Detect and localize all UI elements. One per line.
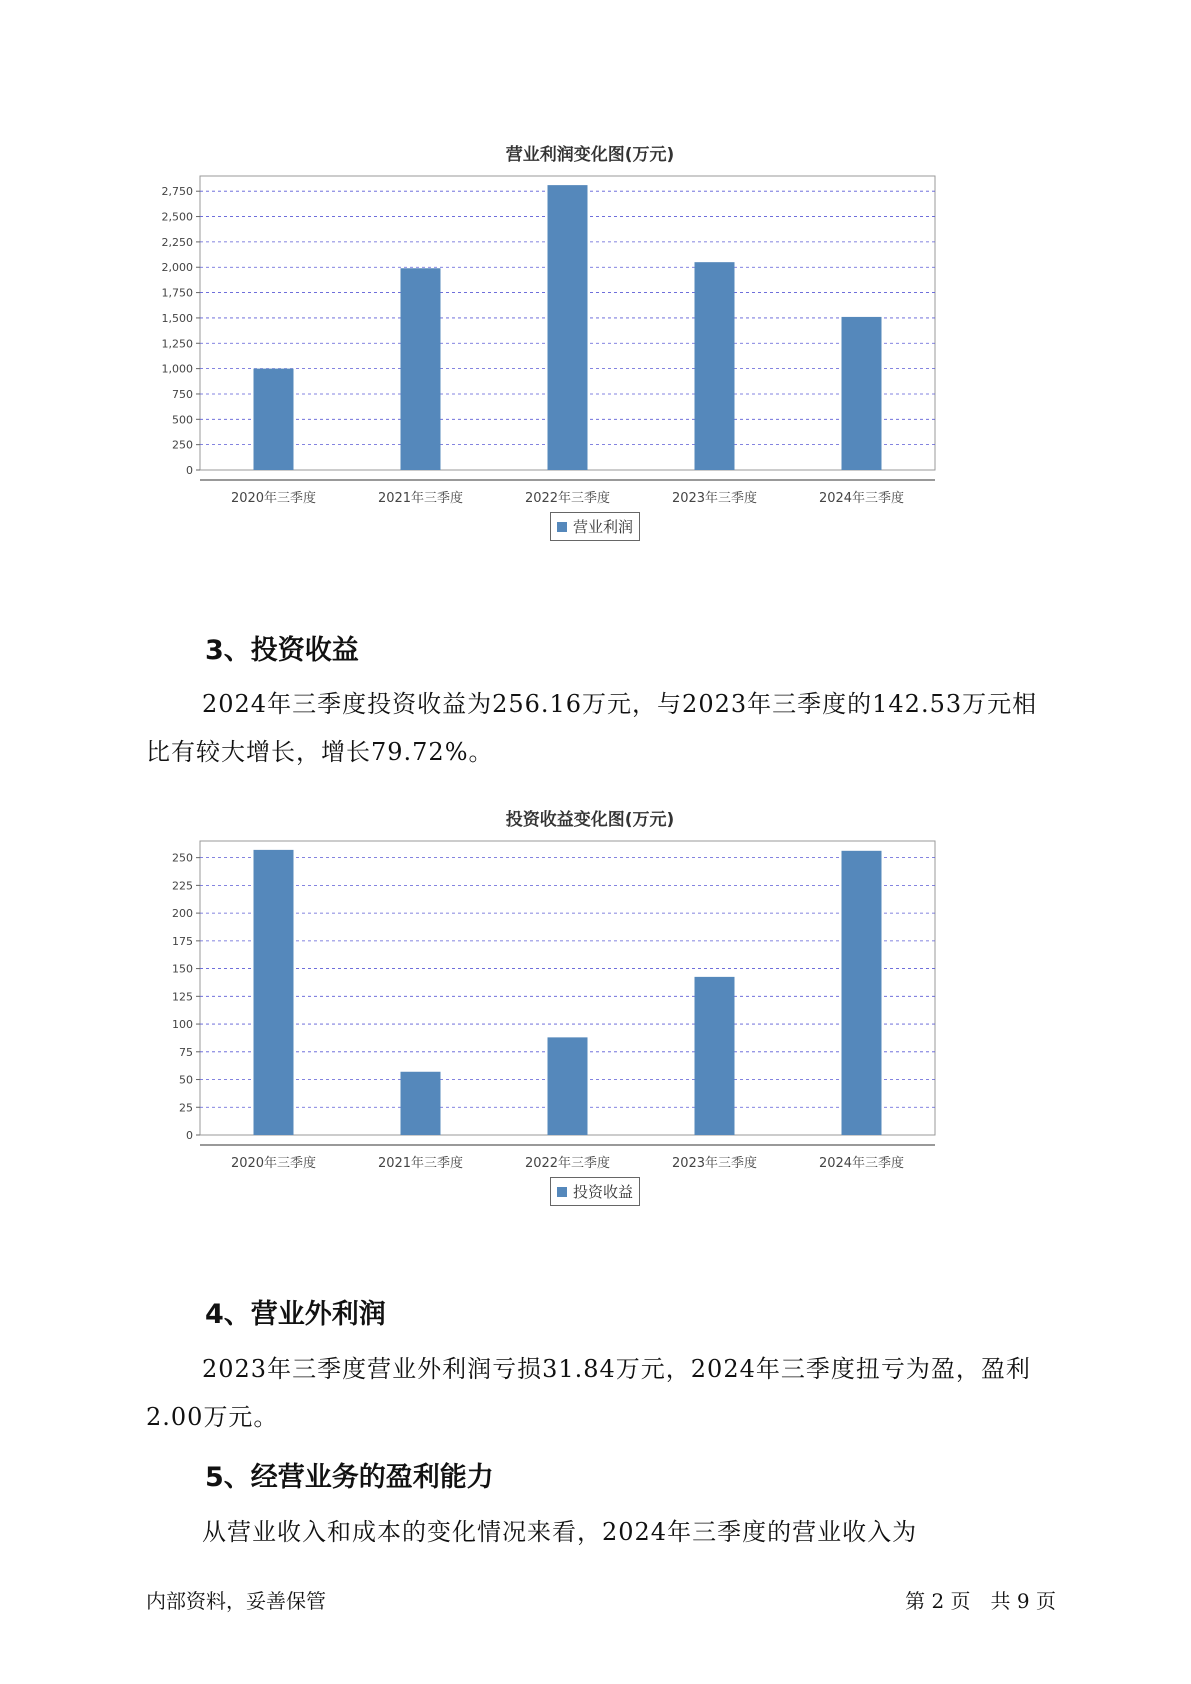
bar xyxy=(842,851,882,1135)
x-tick-label: 2021年三季度 xyxy=(377,491,464,506)
x-tick-label: 2022年三季度 xyxy=(524,491,611,506)
bar xyxy=(842,317,882,470)
x-tick-label: 2023年三季度 xyxy=(671,491,758,506)
bar xyxy=(401,268,441,470)
bar xyxy=(254,850,294,1135)
y-tick-label: 0 xyxy=(186,464,193,477)
y-tick-label: 2,000 xyxy=(161,261,193,275)
y-tick-label: 150 xyxy=(172,962,193,976)
bar xyxy=(548,185,588,470)
chart-legend xyxy=(550,1177,640,1206)
x-tick-label: 2024年三季度 xyxy=(818,491,905,506)
y-tick-label: 1,000 xyxy=(161,362,193,376)
y-tick-label: 25 xyxy=(179,1101,193,1115)
y-tick-label: 250 xyxy=(172,438,193,452)
y-tick-label: 125 xyxy=(172,990,193,1004)
section-heading-non-operating-profit: 4、营业外利润 xyxy=(205,1299,386,1330)
x-tick-label: 2021年三季度 xyxy=(377,1156,464,1171)
y-tick-label: 750 xyxy=(172,387,193,401)
y-tick-label: 2,750 xyxy=(161,185,193,199)
section-heading-profitability: 5、经营业务的盈利能力 xyxy=(205,1462,494,1493)
operating-profit-chart xyxy=(160,140,1020,560)
legend-swatch xyxy=(557,1187,567,1197)
chart-canvas xyxy=(160,835,1020,1185)
y-tick-label: 250 xyxy=(172,851,193,865)
bar xyxy=(695,262,735,470)
y-tick-label: 75 xyxy=(179,1045,193,1059)
y-tick-label: 1,500 xyxy=(161,311,193,325)
x-tick-label: 2024年三季度 xyxy=(818,1156,905,1171)
bar xyxy=(548,1037,588,1135)
section-heading-investment-income: 3、投资收益 xyxy=(205,635,359,666)
bar xyxy=(695,977,735,1135)
y-tick-label: 50 xyxy=(179,1073,193,1087)
y-tick-label: 0 xyxy=(186,1129,193,1142)
x-tick-label: 2022年三季度 xyxy=(524,1156,611,1171)
y-tick-label: 200 xyxy=(172,907,193,921)
footer-confidential-note: 内部资料，妥善保管 xyxy=(146,1589,326,1613)
chart-legend xyxy=(550,512,640,541)
chart-title: 投资收益变化图(万元) xyxy=(505,810,675,830)
x-tick-label: 2020年三季度 xyxy=(230,1156,317,1171)
footer-page-number: 第 2 页 共 9 页 xyxy=(905,1589,1056,1613)
chart-canvas xyxy=(160,170,1020,520)
y-tick-label: 1,750 xyxy=(161,286,193,300)
x-tick-label: 2020年三季度 xyxy=(230,491,317,506)
bar xyxy=(254,369,294,470)
y-tick-label: 2,250 xyxy=(161,235,193,249)
legend-label: 投资收益 xyxy=(573,1183,634,1201)
legend-swatch xyxy=(557,522,567,532)
legend-label: 营业利润 xyxy=(573,518,634,536)
non-operating-profit-paragraph: 2023年三季度营业外利润亏损31.84万元，2024年三季度扭亏为盈，盈利2.00万元。 xyxy=(146,1355,1031,1431)
y-tick-label: 500 xyxy=(172,413,193,427)
y-tick-label: 2,500 xyxy=(161,210,193,224)
y-tick-label: 175 xyxy=(172,934,193,948)
y-tick-label: 225 xyxy=(172,879,193,893)
chart-title: 营业利润变化图(万元) xyxy=(505,145,675,165)
y-tick-label: 100 xyxy=(172,1018,193,1032)
bar xyxy=(401,1072,441,1135)
investment-income-paragraph: 2024年三季度投资收益为256.16万元，与2023年三季度的142.53万元相比有较大增长，增长79.72%。 xyxy=(146,690,1038,766)
y-tick-label: 1,250 xyxy=(161,337,193,351)
profitability-paragraph: 从营业收入和成本的变化情况来看，2024年三季度的营业收入为 xyxy=(202,1518,918,1546)
investment-income-chart xyxy=(160,805,1020,1225)
x-tick-label: 2023年三季度 xyxy=(671,1156,758,1171)
